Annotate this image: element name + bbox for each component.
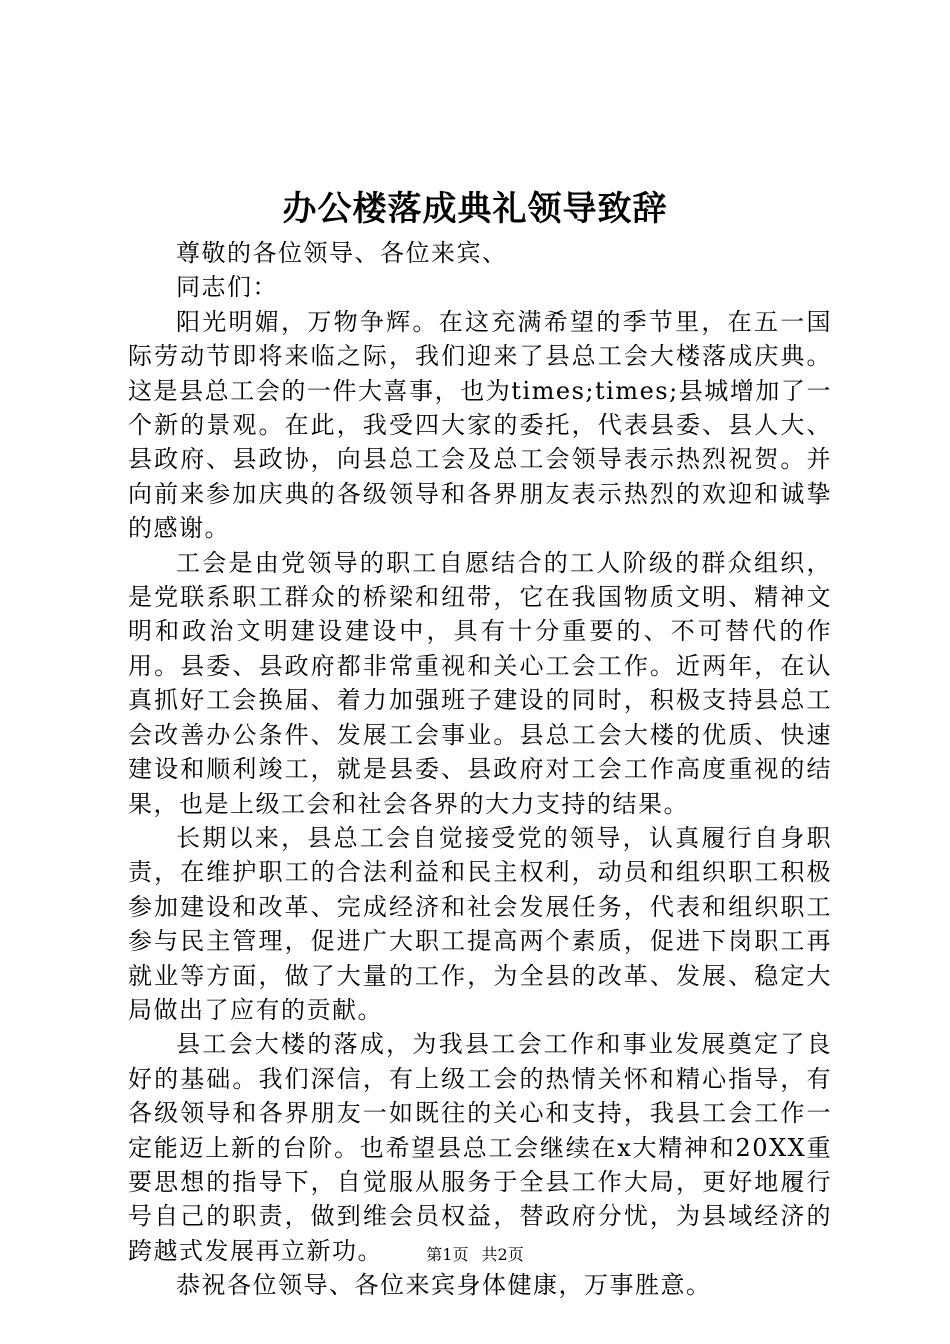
body-paragraph: 工会是由党领导的职工自愿结合的工人阶级的群众组织，是党联系职工群众的桥梁和纽带，它在我国物质文明、精神文明和政治文明建设建设中，具有十分重要的、不可替代的作用。县委、县政府都非常重视和关心工会工作。近两年，在认真抓好工会换届、着力加强班子建设的同时，积极支持县总工会改善办公条件、发展工会事业。县总工会大楼的优质、快速建设和顺利竣工，就是县委、县政府对工会工作高度重视的结果，也是上级工会和社会各界的大力支持的结果。: [128, 548, 832, 818]
page-total: 共2页: [481, 1245, 524, 1264]
body-paragraph: 长期以来，县总工会自觉接受党的领导，认真履行自身职责，在维护职工的合法利益和民主权利，动员和组织职工积极参加建设和改革、完成经济和社会发展任务，代表和组织职工参与民主管理，促进广大职工提高两个素质，促进下岗职工再就业等方面，做了大量的工作，为全县的改革、发展、稳定大局做出了应有的贡献。: [128, 823, 832, 1024]
document-title: 办公楼落成典礼领导致辞: [282, 189, 668, 229]
page-footer: [0, 1244, 950, 1266]
document-body: [128, 236, 832, 1303]
salutation-line: 尊敬的各位领导、各位来宾、: [176, 239, 508, 267]
body-paragraph: 阳光明媚，万物争辉。在这充满希望的季节里，在五一国际劳动节即将来临之际，我们迎来了县总工会大楼落成庆典。这是县总工会的一件大喜事，也为times;times;县城增加了一个新的景观。在此，我受四大家的委托，代表县委、县人大、县政府、县政协，向县总工会及总工会领导表示热烈祝贺。并向前来参加庆典的各级领导和各界朋友表示热烈的欢迎和诚挚的感谢。: [128, 307, 832, 543]
salutation-line: 同志们：: [176, 273, 278, 302]
page-number: 第1页: [426, 1245, 469, 1264]
body-paragraph: 县工会大楼的落成，为我县工会工作和事业发展奠定了良好的基础。我们深信，有上级工会的热情关怀和精心指导，有各级领导和各界朋友一如既往的关心和支持，我县工会工作一定能迈上新的台阶。也希望县总工会继续在x大精神和20XX重要思想的指导下，自觉服从服务于全县工作大局，更好地履行号自己的职责，做到维会员权益，替政府分忧，为县域经济的跨越式发展再立新功。: [128, 1030, 832, 1265]
closing-line: 恭祝各位领导、各位来宾身体健康，万事胜意。: [176, 1271, 712, 1300]
